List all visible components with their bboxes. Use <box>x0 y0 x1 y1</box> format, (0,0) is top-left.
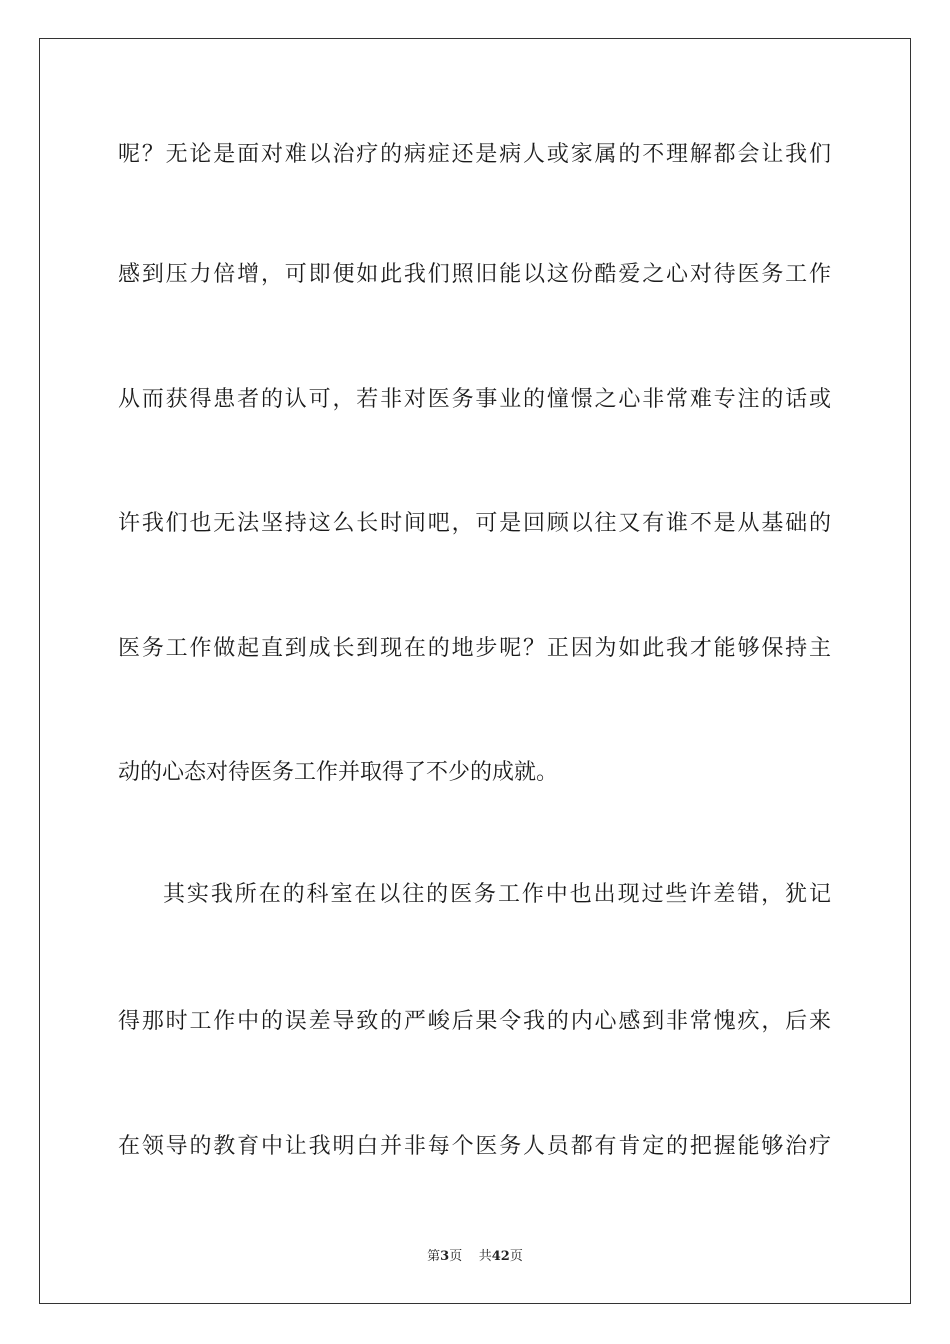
page-border <box>39 38 911 1304</box>
paragraph-line: 许我们也无法坚持这么长时间吧，可是回顾以往又有谁不是从基础的 <box>118 511 831 536</box>
paragraph-line: 得那时工作中的误差导致的严峻后果令我的内心感到非常愧疚，后来 <box>118 1009 831 1034</box>
total-pages: 42 <box>491 1249 510 1264</box>
page-suffix: 页 <box>449 1249 463 1264</box>
total-prefix: 共 <box>478 1249 492 1264</box>
page-footer <box>0 1248 950 1266</box>
page-prefix: 第 <box>427 1249 441 1264</box>
page-number: 3 <box>440 1249 450 1264</box>
paragraph-line: 医务工作做起直到成长到现在的地步呢？正因为如此我才能够保持主 <box>118 636 831 661</box>
paragraph-line: 其实我所在的科室在以往的医务工作中也出现过些许差错，犹记 <box>163 882 831 907</box>
paragraph-line: 动的心态对待医务工作并取得了不少的成就。 <box>118 760 559 785</box>
paragraph-line: 呢？无论是面对难以治疗的病症还是病人或家属的不理解都会让我们 <box>118 142 831 167</box>
paragraph-line: 感到压力倍增，可即便如此我们照旧能以这份酷爱之心对待医务工作 <box>118 262 831 287</box>
paragraph-line: 在领导的教育中让我明白并非每个医务人员都有肯定的把握能够治疗 <box>118 1134 831 1159</box>
paragraph-line: 从而获得患者的认可，若非对医务事业的憧憬之心非常难专注的话或 <box>118 387 831 412</box>
total-suffix: 页 <box>509 1249 523 1264</box>
